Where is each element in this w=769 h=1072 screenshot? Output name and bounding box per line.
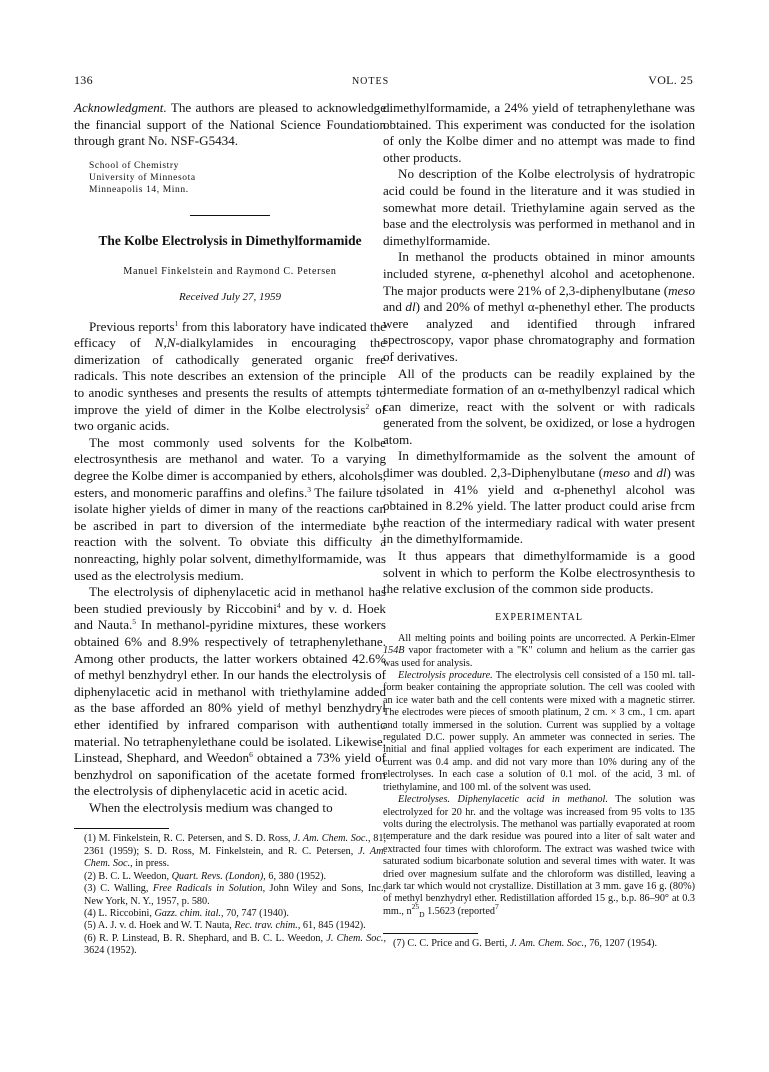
separator-rule: [190, 215, 270, 216]
footnote-1: (1) M. Finkelstein, R. C. Petersen, and S. D. Ross, J. Am. Chem. Soc., 81, 2361 (1959); S. D. Ross, M. Finkelstein, and R. C. Petersen, J. Am. Chem. Soc., in press.: [84, 833, 386, 870]
electrolyses-diphenylacetic: Electrolyses. Diphenylacetic acid in methanol. The solution was electrolyzed for 20 hr. and the voltage was increased from 95 volts to 135 volts during the electrolysis. The methanol was partially evaporated at room temperature and the dark residue was poured into a liter of salt water and extracted four times with chloroform. The extract was washed twice with saturated sodium bicarbonate solution and several times with water. It was dried over magnesium sulfate and the chloroform was distilled, leaving a dark tar which would not crystallize. Distillation at 3 mm. gave 16 g. (80%) of methyl benzhydryl ether. Redistillation afforded 15 g., b.p. 86–90° at 0.3 mm., $n^{25}_D$ 1.5623 (reported$^7$: [383, 794, 695, 919]
affiliation: School of Chemistry University of Minnesota Minneapolis 14, Minn.: [89, 160, 196, 196]
footnote-3: (3) C. Walling, Free Radicals in Solution, John Wiley and Sons, Inc., New York, N. Y., 1957, p. 580.: [84, 883, 386, 907]
running-header: [74, 73, 693, 88]
paragraph-5: dimethylformamide, a 24% yield of tetraphenylethane was obtained. This experiment was conducted for the isolation of only the Kolbe dimer and no attempt was made to find other products.: [383, 100, 695, 165]
section-label: NOTES: [351, 76, 390, 87]
footnote-5: (5) A. J. v. d. Hoek and W. T. Nauta, Rec. trav. chim., 61, 845 (1942).: [84, 920, 366, 932]
experimental-heading: EXPERIMENTAL: [495, 611, 583, 623]
paragraph-3: The electrolysis of diphenylacetic acid in methanol has been studied previously by Riccobini$^4$ and by v. d. Hoek and Nauta.$^5$ In methanol-pyridine mixtures, these workers obtained 6% and 8.9% respectively of tetraphenylethane. Among other products, the latter workers obtained 42.6% of methyl benzhydryl ether. In our hands the electrolysis of diphenylacetic acid in methanol with triethylamine added as the base afforded an 80% yield of methyl benzhydryl ether identified by infrared comparison with authentic material. No tetraphenylethane could be isolated. Likewise, Linstead, Shephard, and Weedon$^6$ obtained a 73% yield of benzhydrol on saponification of the acetate formed from the electrolysis of diphenylacetic acid in acetic acid.: [74, 584, 387, 799]
volume-label: VOL. 25: [648, 73, 693, 87]
footnote-rule-right: [383, 933, 478, 934]
experimental-intro: All melting points and boiling points are uncorrected. A Perkin-Elmer 154B vapor fractometer with a "K" column and helium as the carrier gas was used for analysis.: [383, 632, 695, 669]
right-column: [383, 100, 695, 951]
paragraph-8: All of the products can be readily explained by the intermediate formation of an α-methylbenzyl radical which can dimerize, react with the solvent or with radicals generated from the solvent, be oxidized, or lose a hydrogen atom.: [383, 365, 695, 447]
paragraph-9: In dimethylformamide as the solvent the amount of dimer was doubled. 2,3-Diphenylbutane (meso and dl) was isolated in 41% yield and α-phenethyl alcohol was obtained in 8.2% yield. The latter product could arise frcm the reaction of the intermediary radical with water present in the dimethylformamide.: [383, 448, 696, 547]
paragraph-4: When the electrolysis medium was changed to: [89, 799, 333, 815]
paragraph-2: The most commonly used solvents for the Kolbe electrosynthesis are methanol and water. To a varying degree the Kolbe dimer is accompanied by ethers, alcohols, esters, and monomeric paraffins and olefins.$^3$ The failure to isolate higher yields of dimer in many of the reactions can be ascribed in part to diversion of the intermediate by reaction with the solvent. To obviate this difficulty a nonreacting, highly polar solvent, dimethylformamide, was used as the electrolysis medium.: [74, 434, 386, 583]
electrolysis-procedure: Electrolysis procedure. The electrolysis cell consisted of a 150 ml. tall-form beaker containing the appropriate solution. The cell was cooled with an ice water bath and the cell contents were mixed with a magnetic stirrer. The electrodes were pieces of smooth platinum, 2 cm. × 3 cm., 1 cm. apart and totally immersed in the solution. Current was supplied by a voltage regulated D.C. power supply. An ammeter was connected in series. The initial and final applied voltages for each experiment are indicated. The current was 0.4 amp. and did not vary more than 10% during any of the electrolyses. In each case a solution of 0.1 mol. of the acid, 3 ml. of triethylamine, and 100 ml. of the solvent was used.: [383, 670, 695, 793]
paragraph-10: It thus appears that dimethylformamide is a good solvent in which to perform the Kolbe electrosynthesis to the relative exclusion of the common side products.: [383, 548, 695, 597]
paragraph-6: No description of the Kolbe electrolysis of hydratropic acid could be found in the literature and it was studied in somewhat more detail. Triethylamine again served as the base and the electrolysis was performed in methanol and in dimethylformamide.: [383, 166, 695, 248]
left-column: [74, 100, 386, 958]
footnote-2: (2) B. C. L. Weedon, Quart. Revs. (London), 6, 380 (1952).: [84, 870, 327, 882]
acknowledgment: Acknowledgment. The authors are pleased to acknowledge the financial support of the National Science Foundation through grant No. NSF-G5434.: [74, 100, 386, 149]
footnote-7: (7) C. C. Price and G. Berti, J. Am. Chem. Soc., 76, 1207 (1954).: [393, 938, 658, 950]
paragraph-7: In methanol the products obtained in minor amounts included styrene, α-phenethyl alcohol and acetophenone. The major products were 21% of 2,3-diphenylbutane (meso and dl) and 20% of methyl α-phenethyl ether. The products were analyzed and identified through infrared spectroscopy, vapor phase chromatography and formation of derivatives.: [383, 249, 695, 364]
article-title: The Kolbe Electrolysis in Dimethylformamide: [98, 232, 362, 248]
paragraph-1: Previous reports$^1$ from this laboratory have indicated the efficacy of N,N-dialkylamides in encouraging the dimerization of cathodically generated organic free radicals. This note describes an extension of the principle to anodic syntheses and presents the results of attempts to improve the yield of dimer in the Kolbe electrolysis$^2$ of two organic acids.: [74, 318, 387, 434]
page-number: 136: [74, 73, 93, 87]
footnote-rule: [74, 828, 169, 829]
article-authors: Manuel Finkelstein and Raymond C. Petersen: [123, 265, 337, 277]
footnote-4: (4) L. Riccobini, Gazz. chim. ital., 70, 747 (1940).: [84, 907, 289, 919]
footnote-6: (6) R. P. Linstead, B. R. Shephard, and B. C. L. Weedon, J. Chem. Soc., 3624 (1952).: [84, 932, 387, 957]
received-date: Received July 27, 1959: [178, 290, 281, 303]
